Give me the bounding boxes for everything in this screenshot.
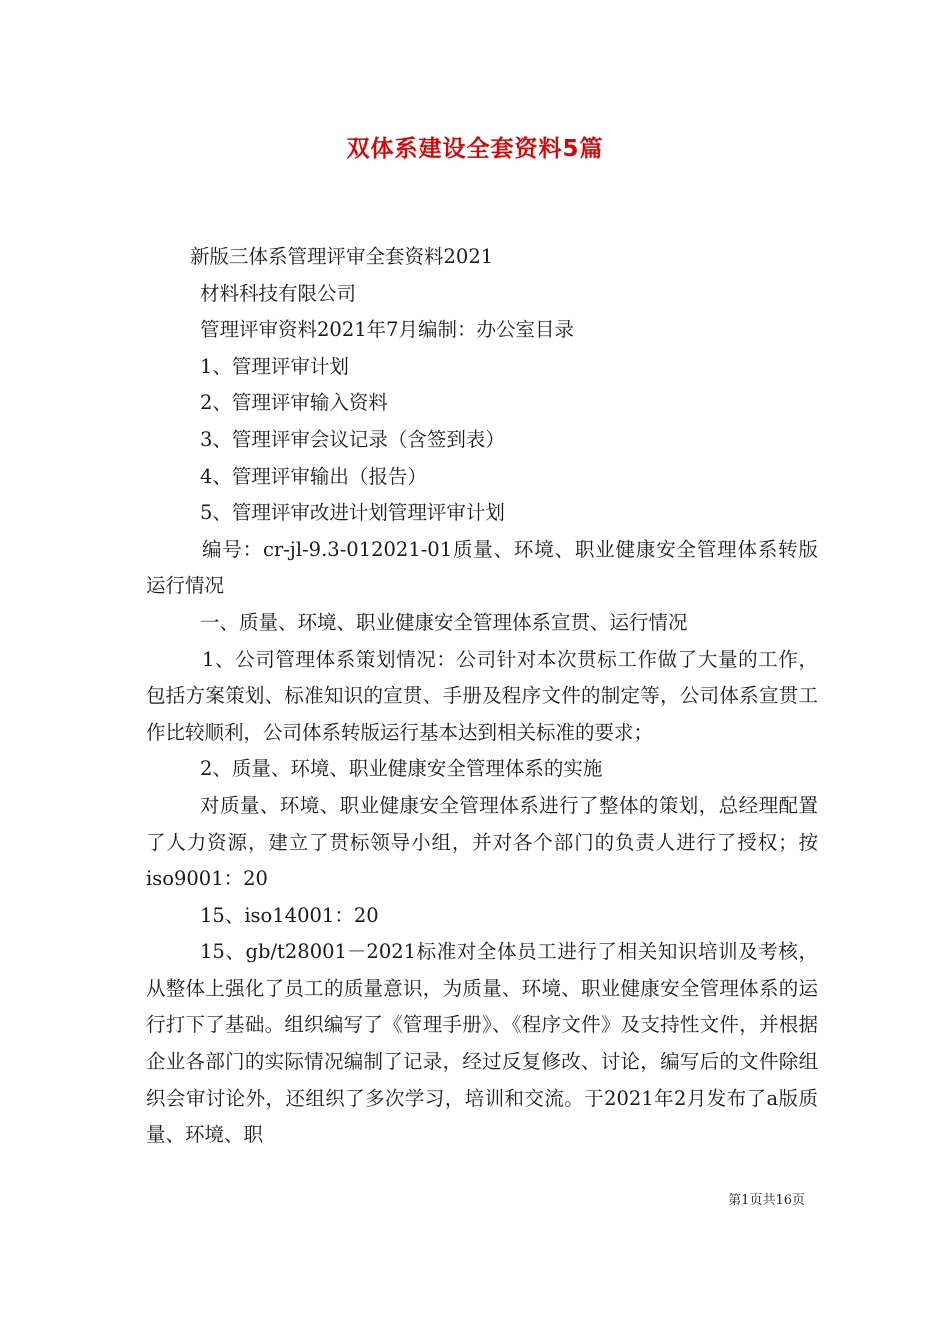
paragraph-body: 对质量、环境、职业健康安全管理体系进行了整体的策划，总经理配置了人力资源，建立了贯标领导小组，并对各个部门的负责人进行了授权；按iso9001：20 (146, 793, 818, 891)
paragraph-heading: 新版三体系管理评审全套资料2021 (190, 245, 494, 268)
document-title: 双体系建设全套资料5篇 (346, 136, 604, 162)
paragraph-body: 1、公司管理体系策划情况：公司针对本次贯标工作做了大量的工作，包括方案策划、标准知识的宣贯、手册及程序文件的制定等，公司体系宣贯工作比较顺利，公司体系转版运行基本达到相关标准的要求； (146, 647, 818, 744)
paragraph-company: 材料科技有限公司 (200, 281, 357, 305)
subsection-heading: 2、质量、环境、职业健康安全管理体系的实施 (200, 757, 603, 781)
page-number-footer: 第1页共16页 (728, 1193, 805, 1208)
toc-item: 5、管理评审改进计划管理评审计划 (200, 501, 505, 525)
paragraph-number: 编号：cr-jl-9.3-012021-01质量、环境、职业健康安全管理体系转版运行情况 (146, 537, 818, 598)
toc-item: 4、管理评审输出（报告） (200, 464, 427, 488)
section-heading: 一、质量、环境、职业健康安全管理体系宣贯、运行情况 (200, 610, 688, 634)
document-body (146, 239, 818, 1154)
paragraph-info: 管理评审资料2021年7月编制：办公室目录 (200, 318, 575, 342)
toc-item: 3、管理评审会议记录（含签到表） (200, 427, 505, 451)
toc-item: 2、管理评审输入资料 (200, 391, 388, 415)
paragraph-body: 15、gb/t28001－2021标准对全体员工进行了相关知识培训及考核，从整体上强化了员工的质量意识，为质量、环境、职业健康安全管理体系的运行打下了基础。组织编写了《管理手册》、《程序文件》及支持性文件，并根据企业各部门的实际情况编制了记录，经过反复修改、讨论，编写后的文件除组织会审讨论外，还组织了多次学习，培训和交流。于2021年2月发布了a版质量、环境、职 (146, 940, 818, 1147)
paragraph-body: 15、iso14001：20 (200, 903, 379, 927)
toc-item: 1、管理评审计划 (200, 354, 349, 378)
